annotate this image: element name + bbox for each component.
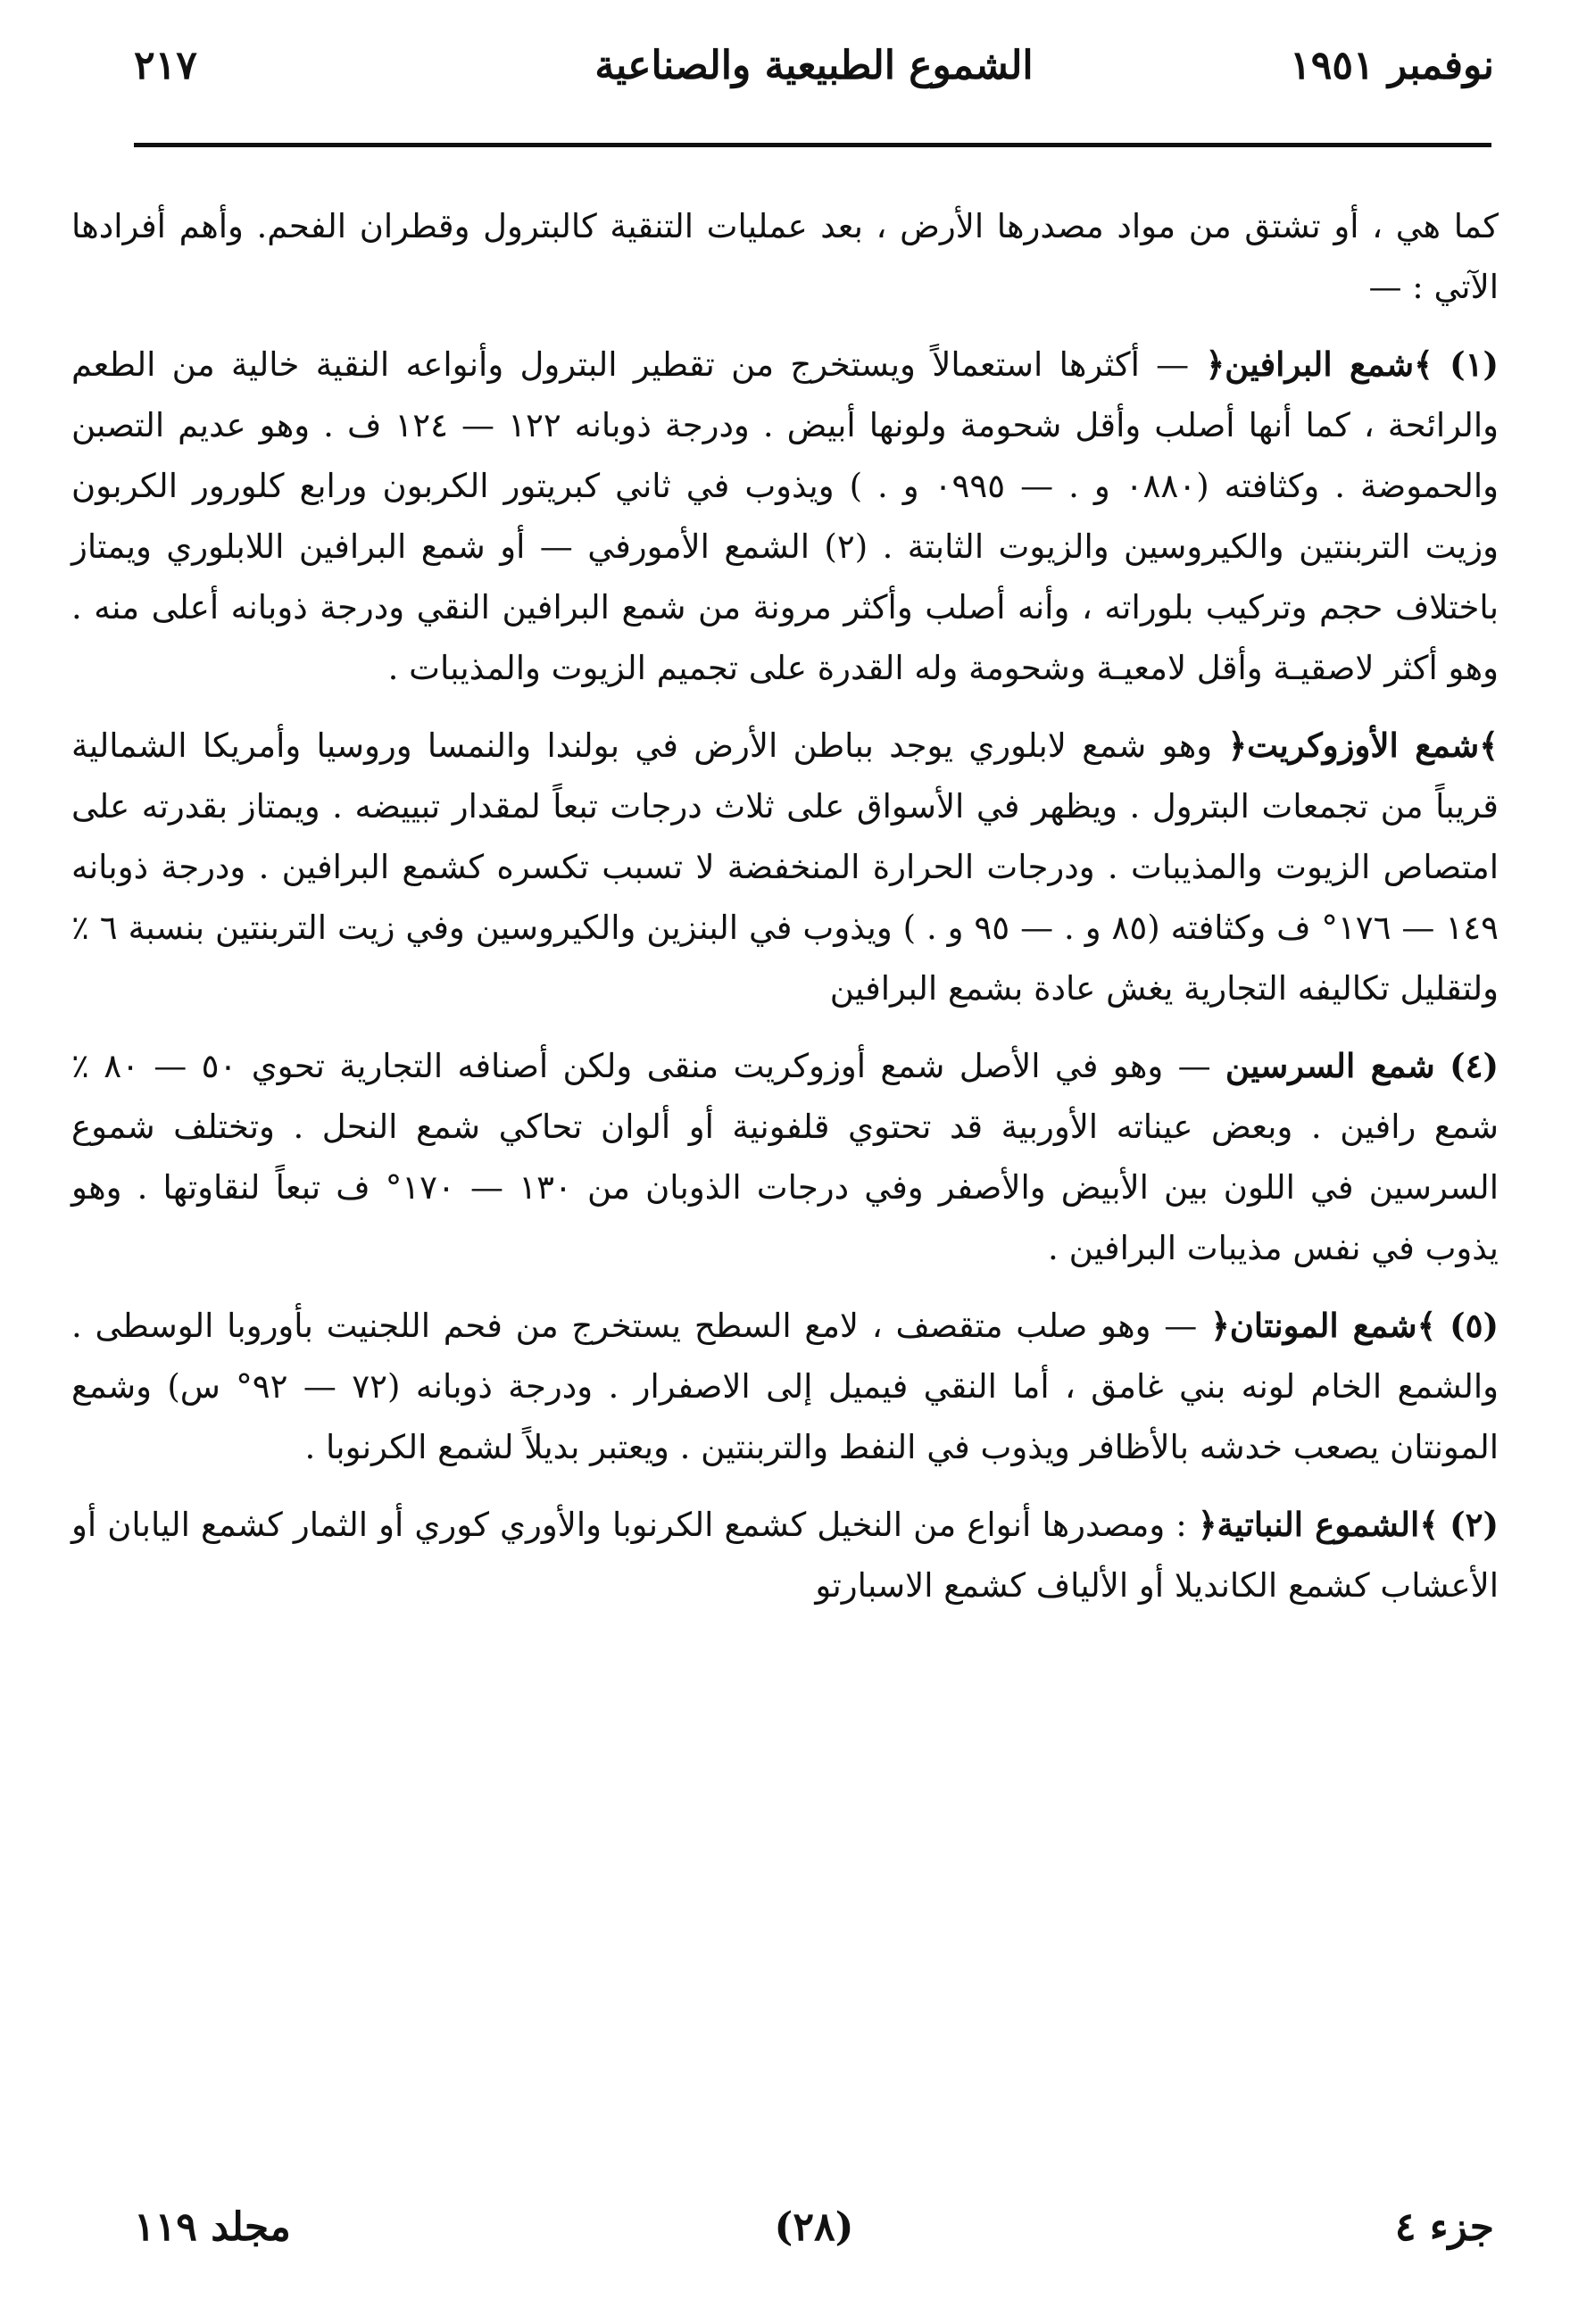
paragraph-text: — أكثرها استعمالاً ويستخرج من تقطير البترول وأنواعه النقية خالية من الطعم والرائحة ، كما أنها أصلب وأقل شحومة ولونها أبيض . ودرجة ذوبانه ١٢٢ — ١٢٤ ف . وهو عديم التصبن والحموضة . وكثافته (٠٨٨٠ و . — ٠٩٩٥ و . ) ويذوب في ثاني كبريتور الكربون ورابع كلورور الكربون وزيت التربنتين والكيروسين والزيوت الثابتة . (٢) الشمع الأمورفي — أو شمع البرافين اللابلوري ويمتاز باختلاف حجم وتركيب بلوراته ، وأنه أصلب وأكثر مرونة من شمع البرافين النقي ودرجة ذوبانه أعلى منه . وهو أكثر لاصقيـة وأقل لامعيـة وشحومة وله القدرة على تجميم الزيوت والمذيبات . bbox=[71, 345, 1499, 687]
paragraph-number: (٥) bbox=[1450, 1306, 1499, 1345]
paragraph-text: : ومصدرها أنواع من النخيل كشمع الكرنوبا والأوري كوري أو الثمار كشمع اليابان أو الأعشاب كشمع الكانديلا أو الألياف كشمع الاسبارتو bbox=[71, 1506, 1499, 1605]
paragraph-ozokerite bbox=[71, 715, 1499, 1019]
paragraph-term: شمع السرسين bbox=[1225, 1046, 1435, 1085]
paragraph-term: ﴾شمع الأوزوكريت﴿ bbox=[1227, 726, 1499, 765]
paragraph-paraffin bbox=[71, 334, 1499, 699]
paragraph-text: — وهو صلب متقصف ، لامع السطح يستخرج من فحم اللجنيت بأوروبا الوسطى . والشمع الخام لونه بني غامق ، أما النقي فيميل إلى الاصفرار . ودرجة ذوبانه (٧٢ — ٩٢° س) وشمع المونتان يصعب خدشه بالأظافر ويذوب في النفط والتربنتين . ويعتبر بديلاً لشمع الكرنوبا . bbox=[71, 1307, 1499, 1466]
paragraph-term: ﴾الشموع النباتية﴿ bbox=[1197, 1505, 1440, 1544]
header-divider bbox=[134, 143, 1491, 147]
footer-volume: مجلد ١١٩ bbox=[134, 2204, 291, 2250]
article-body bbox=[71, 196, 1499, 1632]
header-title: الشموع الطبيعية والصناعية bbox=[594, 43, 1034, 88]
paragraph-ceresin bbox=[71, 1035, 1499, 1279]
paragraph-text: — وهو في الأصل شمع أوزوكريت منقى ولكن أصنافه التجارية تحوي ٥٠ — ٨٠ ٪ شمع رافين . وبعض عيناته الأوربية قد تحتوي قلفونية أو ألوان تحاكي شمع النحل . وتختلف شموع السرسين في اللون بين الأبيض والأصفر وفي درجات الذوبان من ١٣٠ — ١٧٠° ف تبعاً لنقاوتها . وهو يذوب في نفس مذيبات البرافين . bbox=[71, 1047, 1499, 1267]
paragraph-number: (٤) bbox=[1450, 1046, 1499, 1085]
paragraph-text: وهو شمع لابلوري يوجد بباطن الأرض في بولندا والنمسا وروسيا وأمريكا الشمالية قريباً من تجمعات البترول . ويظهر في الأسواق على ثلاث درجات تبعاً لمقدار تبييضه . ويمتاز بقدرته على امتصاص الزيوت والمذيبات . ودرجات الحرارة المنخفضة لا تسبب تكسره كشمع البرافين . ودرجة ذوبانه ١٤٩ — ١٧٦° ف وكثافته (٨٥ و . — ٩٥ و . ) ويذوب في البنزين والكيروسين وفي زيت التربنتين بنسبة ٦ ٪ ولتقليل تكاليفه التجارية يغش عادة بشمع البرافين bbox=[71, 726, 1499, 1008]
page-footer bbox=[134, 2204, 1494, 2276]
paragraph-text: كما هي ، أو تشتق من مواد مصدرها الأرض ، بعد عمليات التنقية كالبترول وقطران الفحم. وأهم أفرادها الآتي : — bbox=[71, 207, 1499, 306]
paragraph-montan bbox=[71, 1295, 1499, 1478]
paragraph-plant-waxes bbox=[71, 1494, 1499, 1616]
footer-part: جزء ٤ bbox=[1394, 2204, 1494, 2250]
page-header bbox=[134, 43, 1494, 114]
paragraph-term: ﴾شمع المونتان﴿ bbox=[1210, 1306, 1437, 1345]
page-number: ٢١٧ bbox=[134, 43, 197, 88]
footer-sheet-number: (٢٨) bbox=[774, 2204, 854, 2250]
paragraph-number: (٢) bbox=[1450, 1505, 1499, 1544]
paragraph-term: ﴾شمع البرافين﴿ bbox=[1205, 344, 1433, 384]
paragraph-number: (١) bbox=[1450, 344, 1499, 384]
header-date: نوفمبر ١٩٥١ bbox=[1290, 43, 1494, 88]
paragraph-intro bbox=[71, 196, 1499, 318]
